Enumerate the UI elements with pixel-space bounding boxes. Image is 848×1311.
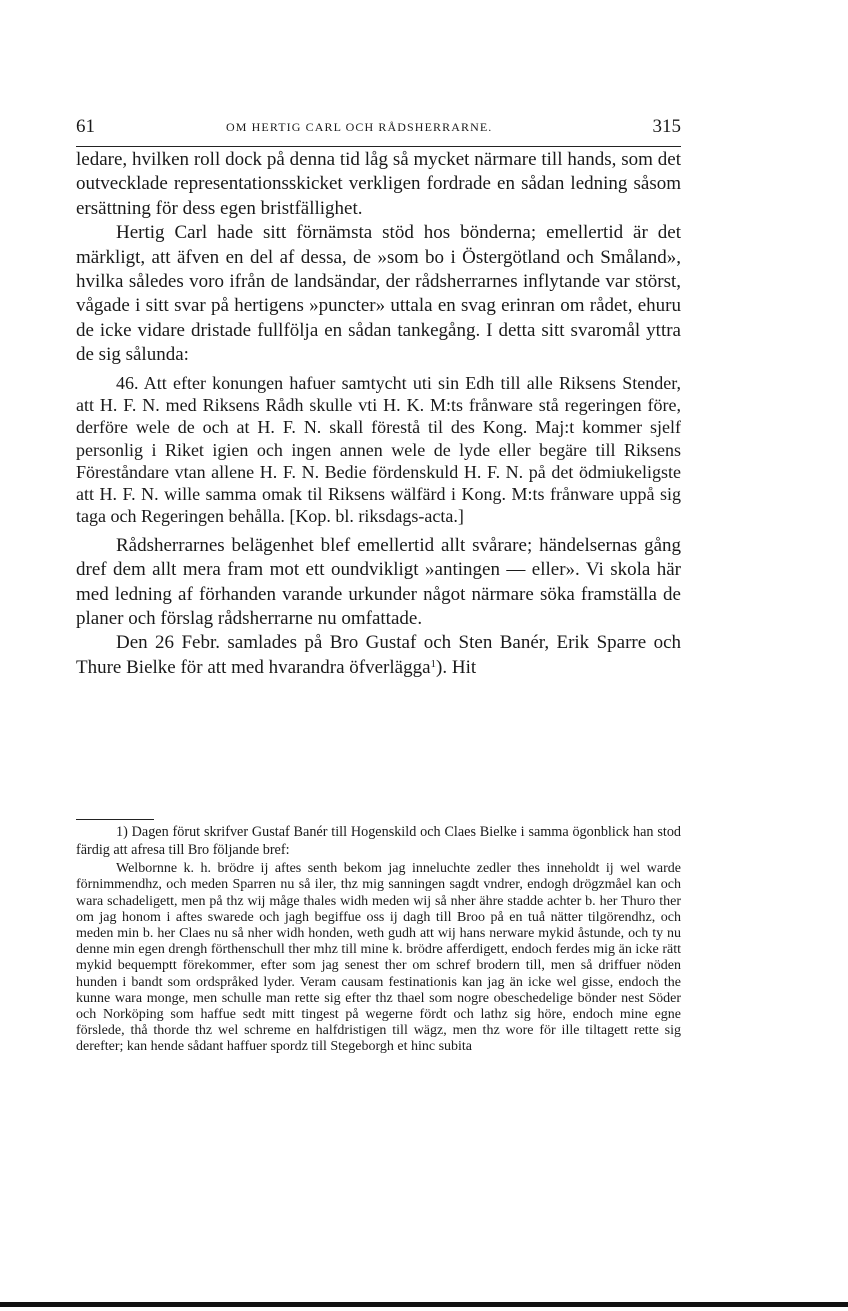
footnote-intro [76, 824, 681, 859]
footnote-marker: 1) [116, 824, 128, 840]
paragraph-tail: ). Hit [436, 656, 477, 678]
footnote-rule [76, 819, 154, 820]
header-rule [76, 146, 681, 147]
paragraph-den-26-febr [76, 631, 681, 680]
paragraph-hertig-carl: Hertig Carl hade sitt förnämsta stöd hos bönderna; emellertid är det märkligt, att äfven en del af dessa, de »som bo i Östergötland och Småland», hvilka således voro ifrån de landsändar, der rådsherrarnes inflytande var störst, vågade i sitt svar på hertigens »puncter» uttala en svag erinran om rådet, ehuru de icke vidare dristade fullfölja en sådan tankegång. I detta sitt svaromål yttra de sig sålunda: [76, 222, 681, 366]
footnote-intro-text: Dagen förut skrifver Gustaf Banér till Hogenskild och Claes Bielke i samma ögonblick han stod färdig att afresa till Bro följande bref: [76, 824, 682, 858]
footnotes [76, 824, 681, 1056]
running-title: OM HERTIG CARL OCH RÅDSHERRARNE. [226, 120, 493, 134]
page-number: 315 [652, 116, 681, 137]
paragraph-den-26-febr-text: Den 26 Febr. samlades på Bro Gustaf och Sten Banér, Erik Sparre och Thure Bielke för att med hvarandra öfverlägga [76, 632, 681, 678]
footnote-reference: 1 [430, 657, 437, 670]
quoted-article-46: 46. Att efter konungen hafuer samtycht uti sin Edh till alle Riksens Stender, att H. F. N. med Riksens Rådh skulle vti H. K. M:ts frånware stå regeringen före, derföre wele de och at H. F. N. skall förestå til des Kong. Maj:t kommer sjelf personlig i Riket igien och ingen annen wele de lyde eller begäre till Riksens Föreståndare vtan allene H. F. N. Bedie fördenskuld H. F. N. på det ödmiukeligste att H. F. N. wille samma omak til Riksens wälfärd i Kong. M:ts frånware uppå sig taga och Regeringen behålla. [Kop. bl. riksdags-acta.] [76, 372, 681, 527]
running-header [76, 116, 681, 142]
main-text [76, 148, 681, 680]
paragraph-continuation: ledare, hvilken roll dock på denna tid låg så mycket närmare till hands, som det outvecklade representationsskicket verkligen fordrade en sådan ledning såsom ersättning för dess egen bristfällighet. [76, 149, 681, 219]
signature-number: 61 [76, 116, 95, 137]
paragraph-radsherrarnes: Rådsherrarnes belägenhet blef emellertid allt svårare; händelsernas gång dref dem allt mera fram mot ett oundvikligt »antingen — eller». Vi skola här med ledning af förhanden varande urkunder något närmare söka framställa de planer och förslag rådsherrarne nu omfattade. [76, 534, 681, 629]
footnote-letter: Welbornne k. h. brödre ij aftes senth bekom jag inneluchte zedler thes inneholdt ij wel warde förnimmendhz, och meden Sparren nu så iler, thz mig sanningen sagdt vndrer, endogh drögzmåel kan och wara schadeligett, men på thz wij måge thales widh meden wij så nher ähre stadde achter b. her Thuro ther om jag honom i aftes swarede och jagh begiffue oss ij dagh till Broo på en tuå nätter tilgörendhz, och meden min b. her Claes nu så nher widh honden, weth gudh att wij hans nerware mykid åstunde, och ty nu denne min egen drengh förthenschull ther mhz till mine k. brödre afferdigett, endoch ferdes mig än icke rätt mykid bequemptt förekommer, efter som jag senest ther om schref brodern till, men så driffuer nöden hunden i bandt som ordspråked lyder. Veram causam festinationis kan jag än icke wel gisse, endoch the kunne wara monge, men schulle man rette sig efter thz thael som nogre obeschedelige bönder nest Söder och Norköping som haffue sedt mitt tingest på wegerne fördt och lathz sig höre, endoch mine egne förslede, thå thorde thz wel schreme en halfdristigen till wägz, men thz wore för ille tiltagett rette sig derefter; kan hende sådant haffuer spordz till Stegeborgh et hinc subita [76, 861, 681, 1055]
scan-edge-bar [0, 1302, 848, 1307]
